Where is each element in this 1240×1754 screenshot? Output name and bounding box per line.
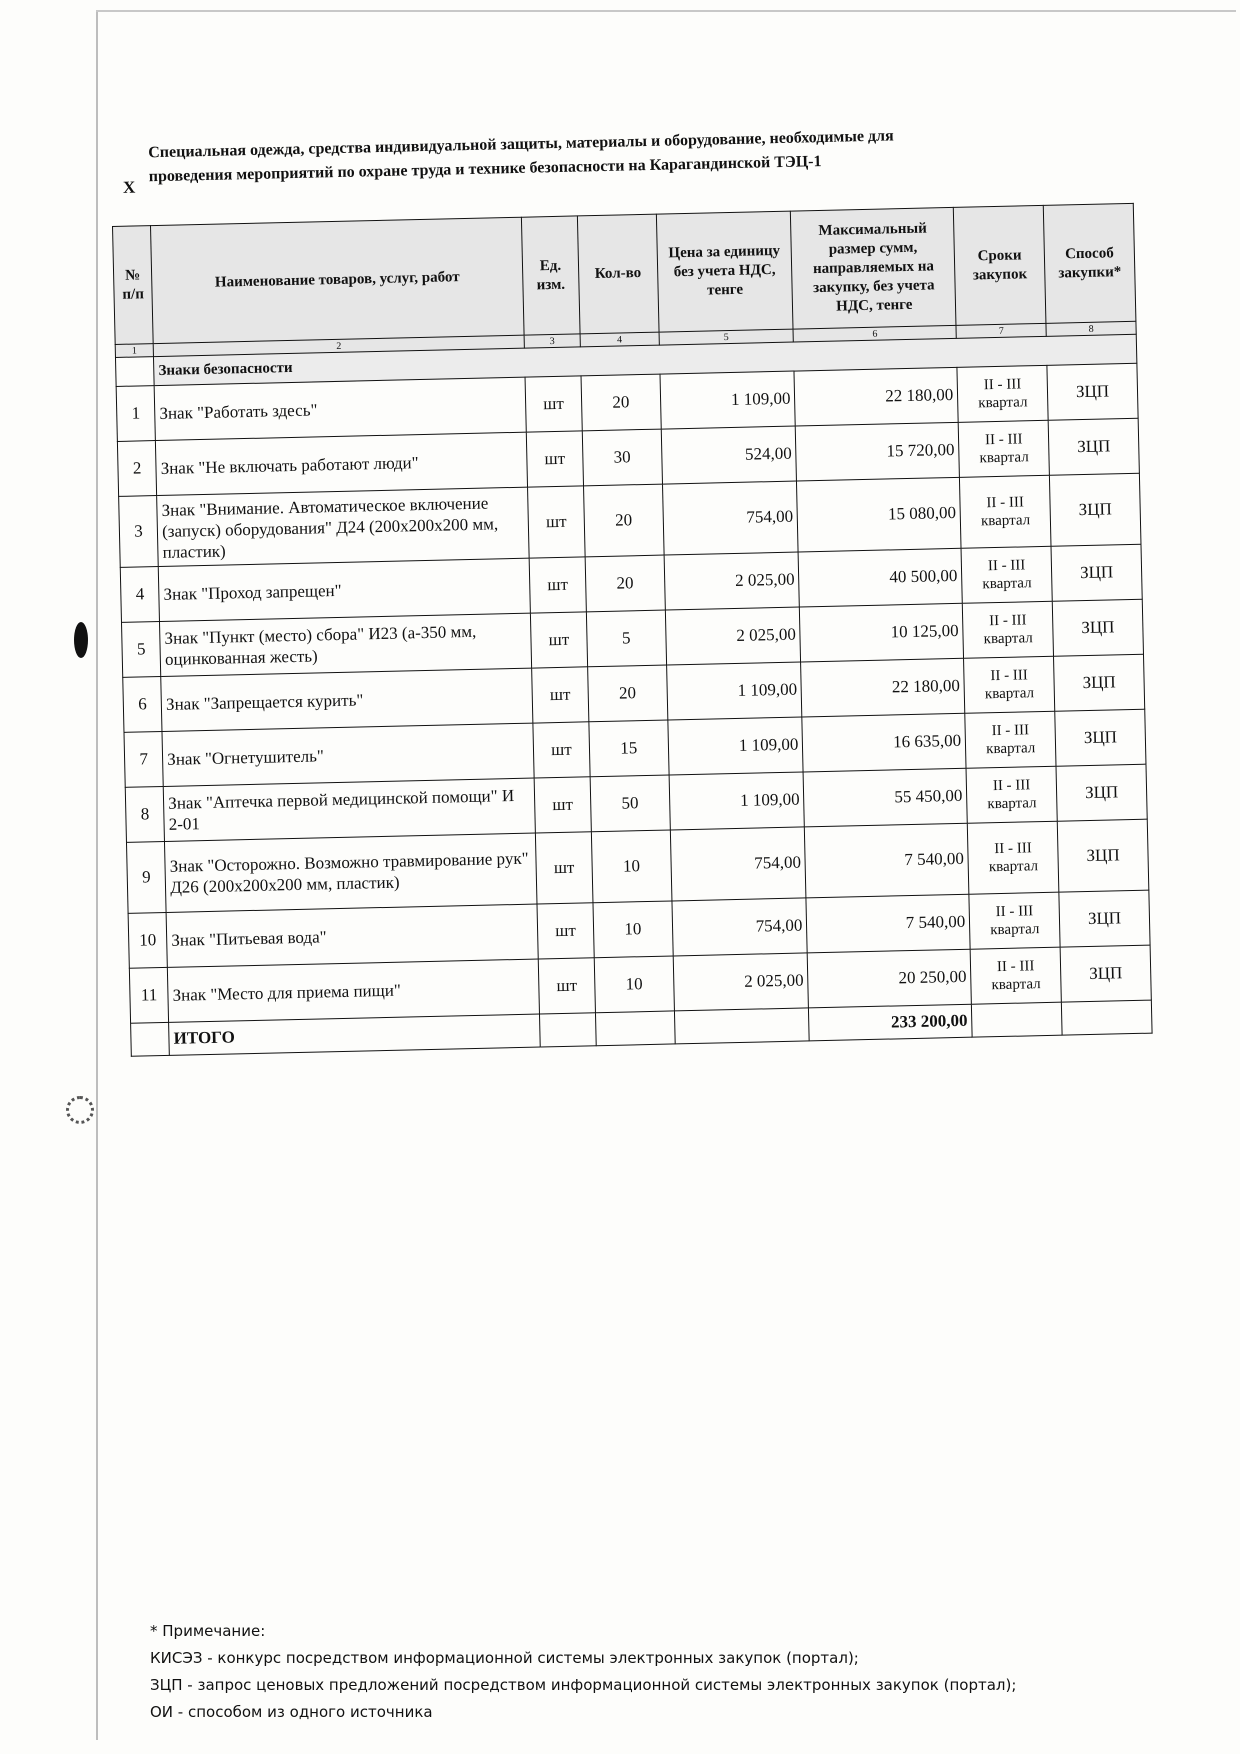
header-name: Наименование товаров, услуг, работ bbox=[151, 217, 524, 343]
row-num: 5 bbox=[121, 622, 160, 678]
row-name: Знак "Место для приема пищи" bbox=[168, 959, 540, 1022]
footnote-line: ОИ - способом из одного источника bbox=[150, 1703, 433, 1721]
row-period: II - III квартал bbox=[958, 420, 1049, 477]
row-period: II - III квартал bbox=[960, 475, 1051, 548]
row-period: II - III квартал bbox=[970, 947, 1061, 1004]
document-heading bbox=[118, 121, 1039, 197]
row-price: 1 109,00 bbox=[666, 662, 802, 720]
row-unit: шт bbox=[531, 667, 588, 723]
row-period: II - III квартал bbox=[961, 546, 1052, 603]
column-number: 4 bbox=[580, 332, 659, 347]
column-number: 6 bbox=[793, 325, 956, 342]
total-empty-cell bbox=[1061, 1000, 1152, 1035]
row-price: 524,00 bbox=[661, 426, 797, 484]
row-num: 1 bbox=[116, 386, 155, 442]
row-sum: 7 540,00 bbox=[806, 894, 970, 953]
row-name: Знак "Аптечка первой медицинской помощи" И 2-01 bbox=[163, 778, 535, 841]
row-num: 8 bbox=[125, 786, 164, 842]
row-price: 754,00 bbox=[670, 827, 806, 901]
header-price: Цена за единицу без учета НДС, тенге bbox=[656, 211, 793, 332]
procurement-table-wrapper bbox=[112, 203, 1153, 1086]
row-period: II - III квартал bbox=[957, 365, 1048, 422]
row-period: II - III квартал bbox=[964, 656, 1055, 713]
row-sum: 10 125,00 bbox=[800, 603, 964, 662]
header-method: Способ закупки* bbox=[1043, 203, 1136, 323]
header-period: Сроки закупок bbox=[954, 205, 1046, 325]
row-qty: 20 bbox=[585, 555, 665, 612]
row-price: 1 109,00 bbox=[660, 371, 796, 429]
row-sum: 22 180,00 bbox=[801, 658, 965, 717]
row-unit: шт bbox=[538, 958, 595, 1014]
row-method: ЗЦП bbox=[1055, 709, 1146, 766]
row-period: II - III квартал bbox=[969, 892, 1060, 949]
row-method: ЗЦП bbox=[1049, 473, 1140, 546]
scan-edge-left bbox=[96, 10, 98, 1740]
row-sum: 16 635,00 bbox=[802, 713, 966, 772]
row-method: ЗЦП bbox=[1057, 819, 1148, 892]
row-sum: 15 720,00 bbox=[796, 422, 960, 481]
heading-line-1: Специальная одежда, средства индивидуальной защиты, материалы и оборудование, необходимые для bbox=[148, 127, 894, 162]
row-num: 10 bbox=[128, 912, 167, 968]
total-num-cell bbox=[131, 1022, 170, 1056]
row-qty: 10 bbox=[591, 830, 671, 903]
row-sum: 55 450,00 bbox=[803, 768, 967, 827]
row-period: II - III квартал bbox=[963, 601, 1054, 658]
row-price: 1 109,00 bbox=[669, 772, 805, 830]
row-num: 11 bbox=[129, 967, 168, 1023]
row-name: Знак "Запрещается курить" bbox=[161, 668, 533, 731]
row-unit: шт bbox=[535, 832, 593, 904]
procurement-table bbox=[112, 203, 1153, 1057]
column-number: 7 bbox=[956, 323, 1046, 338]
row-period: II - III квартал bbox=[968, 821, 1059, 894]
row-method: ЗЦП bbox=[1047, 363, 1138, 420]
section-title: Знаки безопасности bbox=[154, 334, 1137, 385]
table-header-row bbox=[113, 203, 1136, 344]
row-price: 2 025,00 bbox=[673, 953, 809, 1011]
column-number: 2 bbox=[153, 335, 524, 356]
row-unit: шт bbox=[534, 777, 591, 833]
row-method: ЗЦП bbox=[1054, 654, 1145, 711]
row-price: 754,00 bbox=[662, 481, 798, 555]
heading-line-2: проведения мероприятий по охране труда и технике безопасности на Карагандинской ТЭЦ-1 bbox=[148, 153, 822, 186]
row-method: ЗЦП bbox=[1056, 764, 1147, 821]
row-price: 754,00 bbox=[672, 898, 808, 956]
row-name: Знак "Не включать работают люди" bbox=[156, 432, 528, 495]
footnote-line: ЗЦП - запрос ценовых предложений посредством информационной системы электронных закупок (портал); bbox=[150, 1676, 1017, 1694]
row-qty: 15 bbox=[589, 720, 669, 777]
row-unit: шт bbox=[526, 431, 583, 487]
row-sum: 15 080,00 bbox=[797, 477, 961, 552]
row-unit: шт bbox=[527, 486, 585, 558]
header-num: № п/п bbox=[113, 226, 154, 345]
row-unit: шт bbox=[530, 612, 587, 668]
scan-edge-top bbox=[96, 10, 1236, 12]
row-sum: 7 540,00 bbox=[805, 823, 969, 898]
row-qty: 5 bbox=[586, 610, 666, 667]
row-unit: шт bbox=[525, 376, 582, 432]
header-max-sum: Максимальный размер сумм, направляемых на закупку, без учета НДС, тенге bbox=[791, 207, 956, 329]
header-qty: Кол-во bbox=[577, 214, 658, 334]
row-sum: 22 180,00 bbox=[794, 367, 958, 426]
row-name: Знак "Внимание. Автоматическое включение (запуск) оборудования" Д24 (200x200x200 мм, пластик) bbox=[157, 487, 529, 566]
total-empty-cell bbox=[972, 1002, 1063, 1037]
row-sum: 20 250,00 bbox=[808, 949, 972, 1008]
row-name: Знак "Осторожно. Возможно травмирование рук" Д26 (200x200x200 мм, пластик) bbox=[165, 833, 537, 912]
row-method: ЗЦП bbox=[1060, 945, 1151, 1002]
ink-blot bbox=[74, 622, 88, 658]
total-empty-cell bbox=[674, 1008, 809, 1044]
row-price: 2 025,00 bbox=[664, 552, 800, 610]
row-name: Знак "Проход запрещен" bbox=[158, 558, 530, 621]
row-qty: 20 bbox=[588, 665, 668, 722]
row-sum: 40 500,00 bbox=[798, 548, 962, 607]
footnote-title: * Примечание: bbox=[150, 1622, 266, 1640]
total-sum: 233 200,00 bbox=[809, 1004, 973, 1041]
row-qty: 30 bbox=[582, 429, 662, 486]
row-unit: шт bbox=[533, 722, 590, 778]
row-price: 2 025,00 bbox=[665, 607, 801, 665]
row-qty: 10 bbox=[593, 901, 673, 958]
row-qty: 50 bbox=[590, 775, 670, 832]
row-period: II - III квартал bbox=[966, 766, 1057, 823]
total-empty-cell bbox=[539, 1013, 596, 1047]
row-name: Знак "Работать здесь" bbox=[154, 377, 526, 440]
row-qty: 10 bbox=[594, 956, 674, 1013]
row-num: 2 bbox=[117, 441, 156, 497]
row-num: 9 bbox=[126, 841, 166, 913]
row-price: 1 109,00 bbox=[667, 717, 803, 775]
column-number: 5 bbox=[659, 329, 794, 345]
section-num-cell bbox=[115, 357, 154, 387]
total-empty-cell bbox=[595, 1011, 674, 1046]
section-marker: X bbox=[122, 177, 136, 197]
row-qty: 20 bbox=[584, 484, 664, 557]
row-name: Знак "Пункт (место) сбора" И23 (а-350 мм, оцинкованная жесть) bbox=[160, 613, 532, 676]
footnote-line: КИСЭЗ - конкурс посредством информационной системы электронных закупок (портал); bbox=[150, 1649, 859, 1667]
row-method: ЗЦП bbox=[1059, 890, 1150, 947]
row-num: 6 bbox=[123, 677, 162, 733]
row-period: II - III квартал bbox=[965, 711, 1056, 768]
row-method: ЗЦП bbox=[1048, 418, 1139, 475]
column-number: 8 bbox=[1046, 321, 1136, 336]
row-qty: 20 bbox=[581, 374, 661, 431]
footnote bbox=[150, 1618, 1070, 1726]
row-num: 7 bbox=[124, 731, 163, 787]
row-name: Знак "Огнетушитель" bbox=[162, 723, 534, 786]
row-unit: шт bbox=[529, 557, 586, 613]
punch-hole-mark bbox=[66, 1096, 94, 1124]
column-number: 3 bbox=[524, 334, 580, 348]
total-label: ИТОГО bbox=[169, 1014, 540, 1055]
row-name: Знак "Питьевая вода" bbox=[166, 904, 538, 967]
row-num: 4 bbox=[120, 567, 159, 623]
row-num: 3 bbox=[119, 496, 159, 568]
row-method: ЗЦП bbox=[1052, 599, 1143, 656]
column-number: 1 bbox=[115, 344, 153, 358]
row-method: ЗЦП bbox=[1051, 544, 1142, 601]
header-unit: Ед. изм. bbox=[521, 216, 580, 335]
row-unit: шт bbox=[537, 903, 594, 959]
